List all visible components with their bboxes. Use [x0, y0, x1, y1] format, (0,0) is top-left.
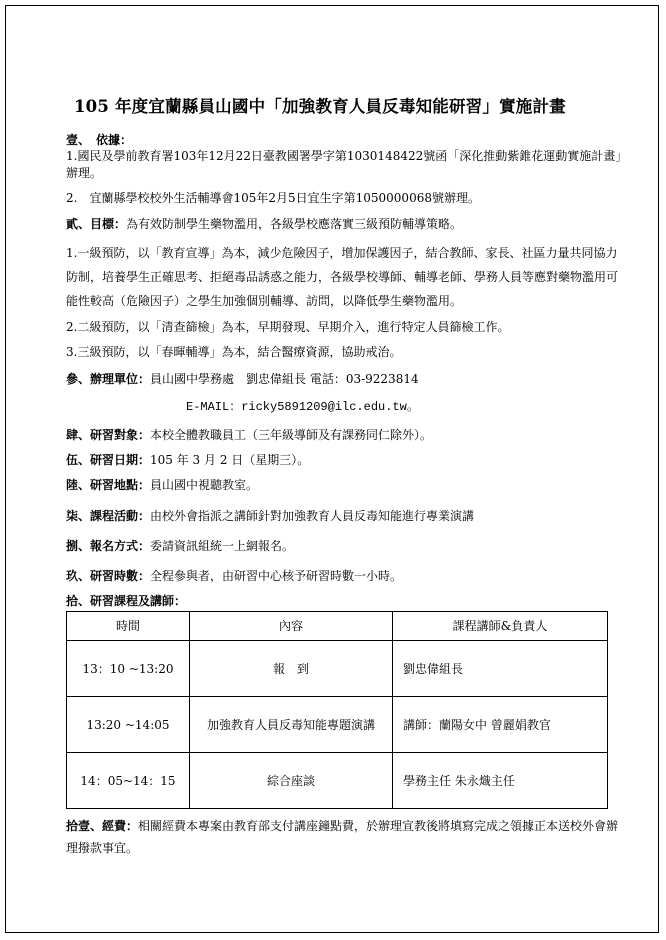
date-heading: 伍、研習日期： — [66, 453, 151, 468]
table-row — [67, 641, 608, 697]
row-1-time: 13：10 ~13:20 — [67, 641, 190, 697]
basis-heading: 壹、 依據： — [66, 133, 133, 148]
row-3-lecturer: 學務主任 朱永熾主任 — [393, 753, 608, 809]
row-3-content: 綜合座談 — [190, 753, 393, 809]
activity-heading: 柒、課程活動： — [66, 508, 151, 523]
row-3-time: 14：05~14：15 — [67, 753, 190, 809]
basis-item-2: 2. 宜蘭縣學校校外生活輔導會105年2月5日宜生字第1050000068號辦理。 — [66, 190, 480, 205]
participants-text: 本校全體教職員工（三年級導師及有課務同仁除外）。 — [150, 427, 433, 442]
schedule-table — [66, 611, 608, 809]
goal-heading: 貳、目標： — [66, 217, 127, 232]
goal-item-3: 3.三級預防，以「春暉輔導」為本，結合醫療資源，協助戒治。 — [66, 345, 402, 360]
location-heading: 陸、研習地點： — [66, 478, 151, 493]
organizer-text: 員山國中學務處 劉忠偉組長 電話：03-9223814 — [150, 371, 419, 386]
document-content — [66, 96, 626, 859]
activity-text: 由校外會指派之講師針對加強教育人員反毒知能進行專業演講 — [150, 508, 475, 523]
date-text: 105 年 3 月 2 日（星期三）。 — [150, 453, 310, 468]
row-2-lecturer: 講師：蘭陽女中 曾麗娟教官 — [393, 697, 608, 753]
column-time: 時間 — [67, 612, 190, 641]
section-organizer — [66, 371, 626, 415]
registration-heading: 捌、報名方式： — [66, 538, 151, 553]
organizer-heading: 參、辦理單位： — [66, 371, 151, 386]
hours-heading: 玖、研習時數： — [66, 568, 151, 583]
funding-heading: 拾壹、經費： — [66, 819, 139, 834]
column-lecturer: 課程講師&負責人 — [393, 612, 608, 641]
document-title: 105 年度宜蘭縣員山國中「加強教育人員反毒知能研習」實施計畫 — [74, 97, 566, 116]
goal-item-1: 1.一級預防，以「教育宣導」為本，減少危險因子，增加保護因子，結合教師、家長、社區力量共同協力防制，培養學生正確思考、拒絕毒品誘惑之能力，各級學校導師、輔導老師、學務人員等應對藥物濫用可能性較高（危險因子）之學生加強個別輔導、訪問，以降低學生藥物濫用。 — [66, 246, 619, 309]
registration-text: 委請資訊組統一上網報名。 — [150, 538, 295, 553]
table-row — [67, 697, 608, 753]
hours-text: 全程參與者，由研習中心核予研習時數一小時。 — [150, 568, 403, 583]
basis-item-1: 1.國民及學前教育署103年12月22日臺教國署學字第1030148422號函「深化推動紫錐花運動實施計畫」辦理。 — [66, 149, 622, 180]
table-header-row — [67, 612, 608, 641]
organizer-email: E-MAIL：ricky5891209@ilc.edu.tw。 — [186, 399, 419, 414]
row-2-time: 13:20 ~14:05 — [67, 697, 190, 753]
goal-item-2: 2.二級預防，以「清查篩檢」為本，早期發現、早期介入，進行特定人員篩檢工作。 — [66, 320, 510, 335]
row-1-content: 報 到 — [190, 641, 393, 697]
document-page — [5, 5, 659, 933]
funding-text: 相關經費本專案由教育部支付講座鐘點費，於辦理宣教後將填寫完成之領據正本送校外會辦理撥款事宜。 — [66, 819, 619, 856]
schedule-heading: 拾、研習課程及講師： — [66, 594, 187, 609]
location-text: 員山國中視聽教室。 — [150, 478, 259, 493]
participants-heading: 肆、研習對象： — [66, 427, 151, 442]
column-content: 內容 — [190, 612, 393, 641]
section-goal — [66, 216, 626, 361]
section-basis — [66, 132, 626, 206]
row-1-lecturer: 劉忠偉組長 — [393, 641, 608, 697]
goal-text: 為有效防制學生藥物濫用，各級學校應落實三級預防輔導策略。 — [126, 217, 463, 232]
table-row — [67, 753, 608, 809]
section-funding — [66, 815, 626, 859]
row-2-content: 加強教育人員反毒知能專題演講 — [190, 697, 393, 753]
